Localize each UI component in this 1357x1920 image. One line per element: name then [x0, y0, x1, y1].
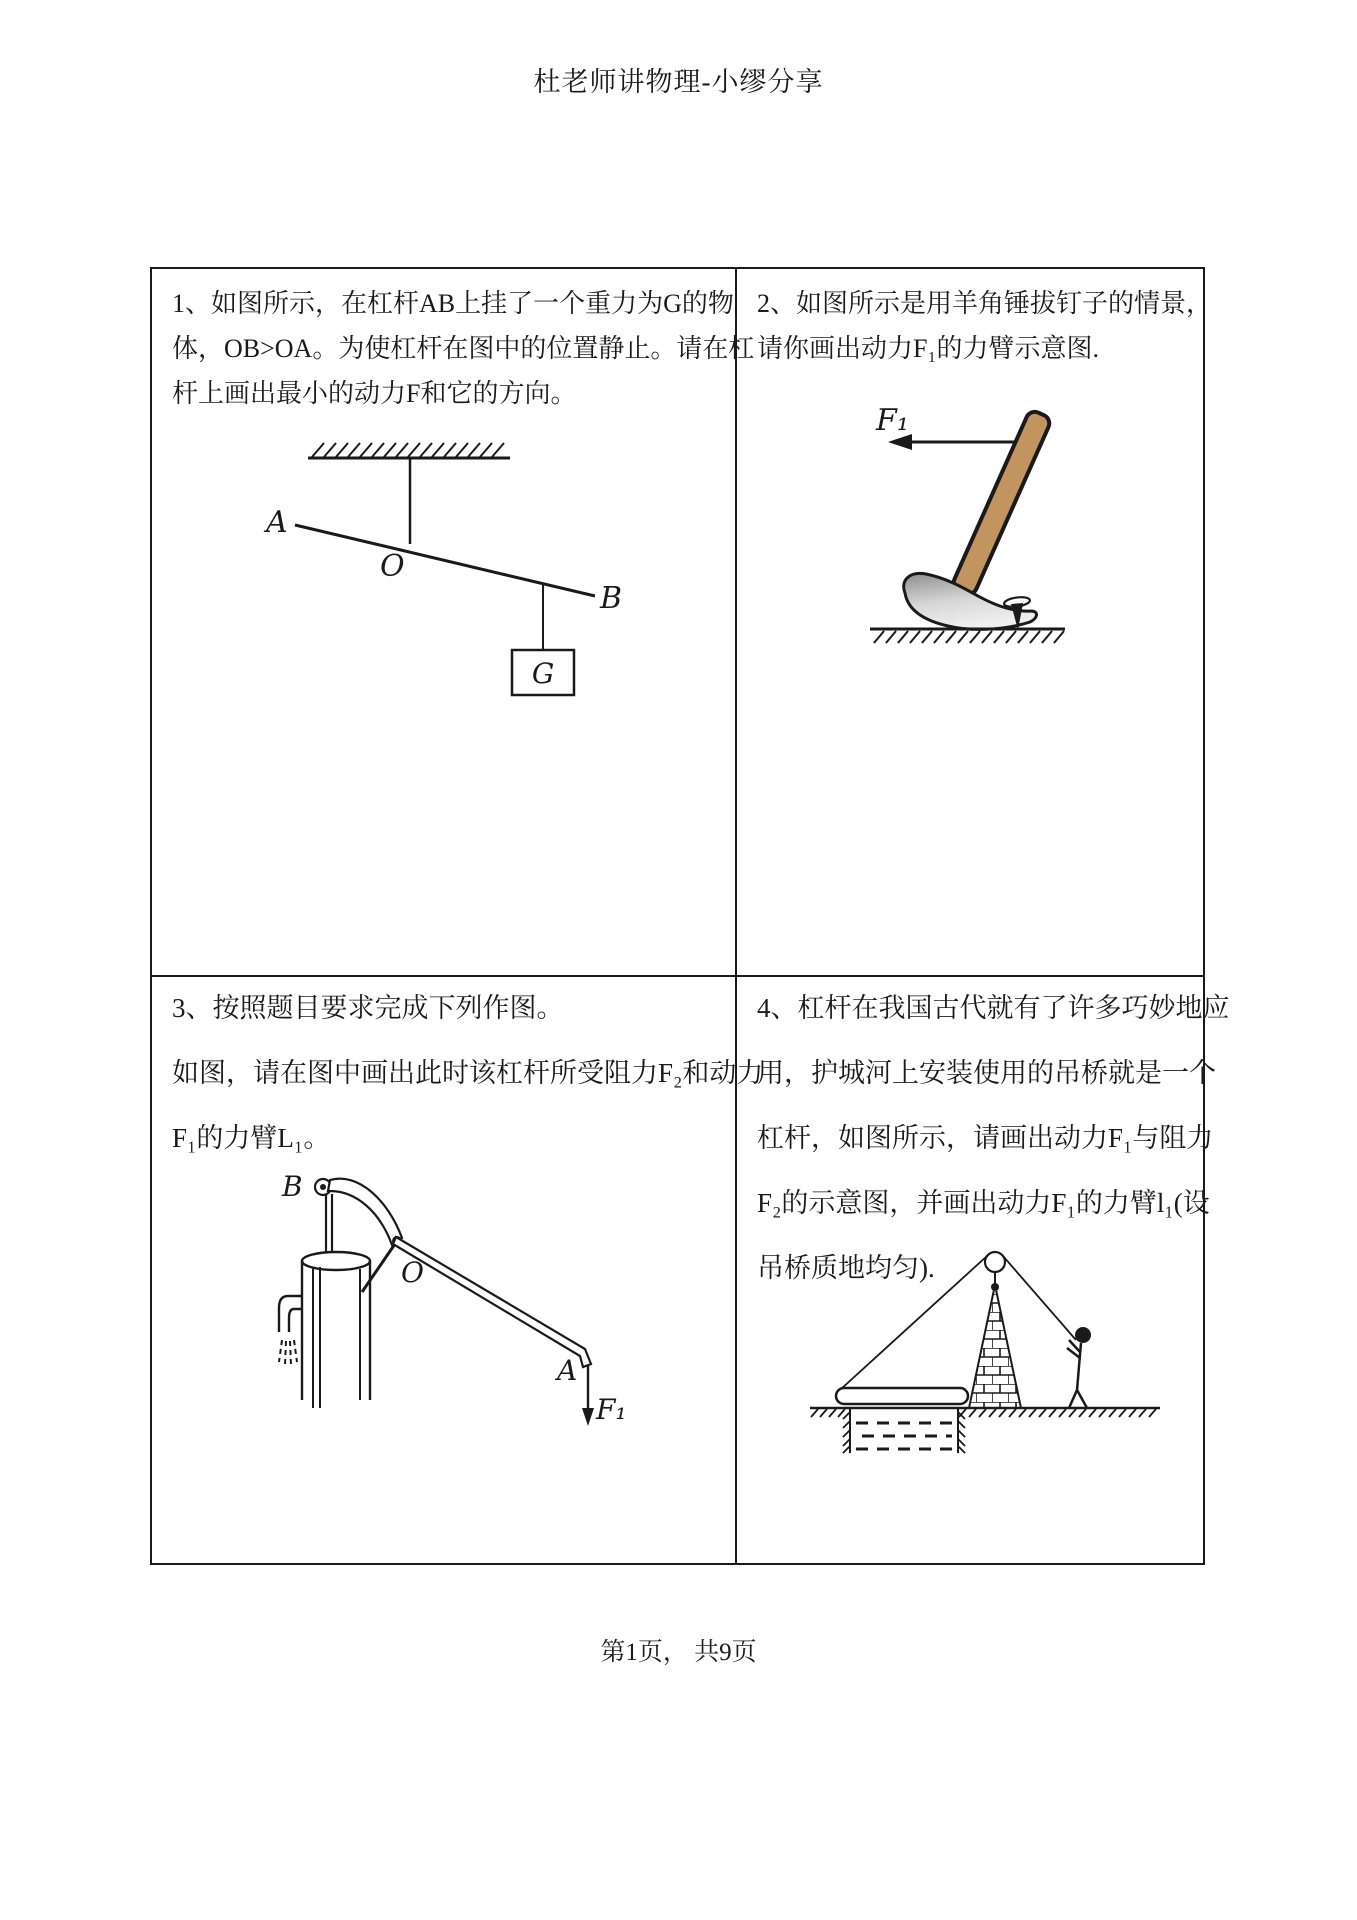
problem-3-line-1: 3、按照题目要求完成下列作图。 [172, 993, 564, 1023]
force-arrow-head-icon [582, 1408, 594, 1426]
pump-spout-inner [289, 1309, 302, 1332]
label-O: O [401, 1256, 424, 1289]
problem-4-line-1: 4、杠杆在我国古代就有了许多巧妙地应 [757, 993, 1230, 1023]
problem-2-line-1: 2、如图所示是用羊角锤拔钉子的情景， [757, 289, 1213, 318]
fulcrum-strut [362, 1241, 397, 1292]
lever-bar [295, 525, 595, 596]
brick-tower [969, 1285, 1021, 1408]
label-G: G [531, 657, 555, 690]
person-head [1075, 1327, 1091, 1343]
label-F1: F₁ [876, 403, 909, 438]
moat-water-icon [856, 1423, 952, 1449]
label-F1: F₁ [596, 1393, 627, 1426]
label-B: B [282, 1170, 303, 1203]
problem-4-figure-drawbridge [800, 1240, 1200, 1470]
problem-2-line-2: 请你画出动力F₁的力臂示意图. [757, 334, 1100, 363]
curved-link [328, 1179, 402, 1245]
problem-3-text [172, 976, 763, 1171]
problem-4-line-3: 杠杆，如图所示，请画出动力F₁与阻力 [757, 1123, 1214, 1153]
problem-2-text [757, 281, 1212, 371]
table-vertical-divider [735, 269, 737, 1563]
ceiling-hatch-icon [312, 443, 504, 457]
label-O: O [380, 549, 405, 584]
label-A: A [266, 505, 288, 540]
problem-2-figure-hammer [850, 390, 1110, 660]
moat-wall-hatch-icon [843, 1412, 965, 1453]
cable-right [1003, 1256, 1076, 1340]
problem-3-line-2: 如图，请在图中画出此时该杠杆所受阻力F₂和动力 [172, 1058, 764, 1088]
ground-hatch-icon [874, 631, 1064, 643]
pivot-dot-B [320, 1184, 326, 1190]
label-A: A [557, 1354, 578, 1387]
ground-hatch-icon [811, 1409, 1156, 1417]
problem-4-line-2: 用，护城河上安装使用的吊桥就是一个 [757, 1058, 1216, 1088]
water-stream-icon [279, 1340, 297, 1365]
problem-1-line-1: 1、如图所示，在杠杆AB上挂了一个重力为G的物 [172, 289, 734, 318]
person-body [1067, 1340, 1087, 1408]
problem-1-line-3: 杆上画出最小的动力F和它的方向。 [172, 379, 577, 408]
problem-1-figure-lever [250, 420, 670, 710]
problem-3-line-3: F₁的力臂L₁。 [172, 1123, 331, 1153]
problem-1-line-2: 体，OB>OA。为使杠杆在图中的位置静止。请在杠 [172, 334, 755, 363]
hammer-handle [951, 409, 1052, 597]
page-footer: 第1页， 共9页 [600, 1639, 757, 1666]
problem-3-figure-pump [255, 1160, 640, 1450]
page-title: 杜老师讲物理-小缪分享 [533, 67, 824, 97]
pulley-wheel [985, 1252, 1005, 1272]
moat-walls [850, 1408, 958, 1453]
pump-inner-walls [313, 1267, 360, 1408]
problem-4-line-4: F₂的示意图，并画出动力F₁的力臂l₁(设 [757, 1188, 1210, 1218]
bridge-deck [836, 1388, 968, 1404]
problem-1-text [172, 281, 754, 416]
label-B: B [600, 581, 623, 616]
cable-left [841, 1256, 987, 1389]
problem-4-line-5: 吊桥质地均匀). [757, 1253, 935, 1283]
